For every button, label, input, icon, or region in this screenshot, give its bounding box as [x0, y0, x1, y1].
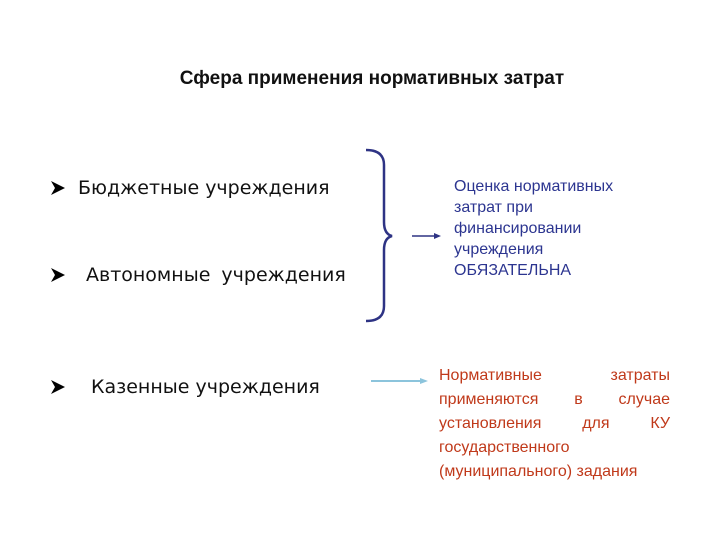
arrowhead-icon	[434, 233, 441, 239]
note-line: затрат при	[454, 199, 533, 216]
note-line: финансировании	[454, 220, 582, 237]
bullet-label: Казенные учреждения	[91, 376, 320, 398]
note-state-task: Нормативные затраты применяются в случае установления для КУ государственного (муниципального) задания	[439, 367, 670, 480]
slide-title: Сфера применения нормативных затрат	[179, 68, 565, 89]
curly-brace	[366, 150, 392, 321]
note-line: Оценка нормативных	[454, 178, 614, 195]
note-mandatory-evaluation	[454, 176, 664, 281]
arrowhead-icon	[420, 378, 428, 384]
bullet-label: Автономные учреждения	[86, 264, 346, 286]
note-line: ОБЯЗАТЕЛЬНА	[454, 262, 572, 279]
note-line: учреждения	[454, 241, 544, 258]
bullet-label: Бюджетные учреждения	[78, 177, 330, 199]
